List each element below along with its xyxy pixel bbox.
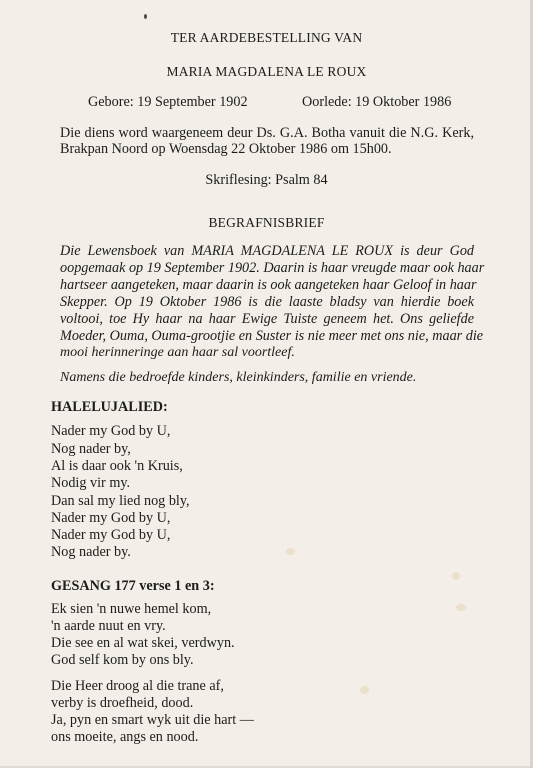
paper-stain <box>360 686 369 694</box>
letter-line: Skepper. Op 19 Oktober 1986 is die laaste bladsy van hierdie boek <box>60 294 474 310</box>
service-line: Brakpan Noord op Woensdag 22 Oktober 1986 om 15h00. <box>60 141 392 157</box>
hymn2-line: God self kom by ons bly. <box>51 652 194 668</box>
letter-line: Die Lewensboek van MARIA MAGDALENA LE ROUX is deur God <box>60 243 474 259</box>
death-date: Oorlede: 19 Oktober 1986 <box>302 94 452 110</box>
service-line: Die diens word waargeneem deur Ds. G.A. Botha vanuit die N.G. Kerk, <box>60 125 474 141</box>
letter-title: BEGRAFNISBRIEF <box>208 215 325 230</box>
hymn1-line: Al is daar ook 'n Kruis, <box>51 458 183 474</box>
letter-line: Moeder, Ouma, Ouma-grootjie en Suster is nie meer met ons nie, maar die <box>60 328 484 344</box>
scripture-reading: Skriflesing: Psalm 84 <box>205 172 328 188</box>
heading: TER AARDEBESTELLING VAN <box>170 30 363 45</box>
hymn2-line: verby is droefheid, dood. <box>51 695 194 711</box>
letter-line: voltooi, toe Hy haar na haar Ewige Tuiste geneem het. Ons geliefde <box>60 311 474 327</box>
hymn1-line: Dan sal my lied nog bly, <box>51 493 190 509</box>
hymn1-line: Nader my God by U, <box>51 510 171 526</box>
letter-line: mooi herinneringe aan haar sal voortleef. <box>60 345 295 360</box>
hymn2-line: Ja, pyn en smart wyk uit die hart — <box>51 712 254 728</box>
letter-line: oopgemaak op 19 September 1902. Daarin is haar vreugde maar ook haar <box>60 260 485 276</box>
hymn2-line: Ek sien 'n nuwe hemel kom, <box>51 601 212 617</box>
hymn1-line: Nader my God by U, <box>51 527 171 543</box>
birth-date: Gebore: 19 September 1902 <box>88 94 248 110</box>
hymn2-line: ons moeite, angs en nood. <box>51 729 199 745</box>
hymn2-line: 'n aarde nuut en vry. <box>51 618 166 634</box>
hymn1-line: Nodig vir my. <box>51 475 131 491</box>
hymn2-title: GESANG 177 verse 1 en 3: <box>51 578 215 594</box>
hymn1-line: Nog nader by. <box>51 544 131 560</box>
hymn1-line: Nog nader by, <box>51 441 131 457</box>
hymn1-title: HALELUJALIED: <box>51 399 168 415</box>
condolence-note: Namens die bedroefde kinders, kleinkinders, familie en vriende. <box>60 370 417 385</box>
paper-stain <box>452 572 460 580</box>
hymn2-line: Die Heer droog al die trane af, <box>51 678 224 694</box>
hymn2-line: Die see en al wat skei, verdwyn. <box>51 635 235 651</box>
paper-stain <box>456 604 466 611</box>
letter-line: hartseer aangeteken, maar daarin is ook aangeteken haar Geloof in haar <box>60 277 477 293</box>
hymn1-line: Nader my God by U, <box>51 423 171 439</box>
deceased-name: MARIA MAGDALENA LE ROUX <box>166 64 367 79</box>
ink-dot <box>144 14 147 19</box>
paper-stain <box>286 548 295 555</box>
